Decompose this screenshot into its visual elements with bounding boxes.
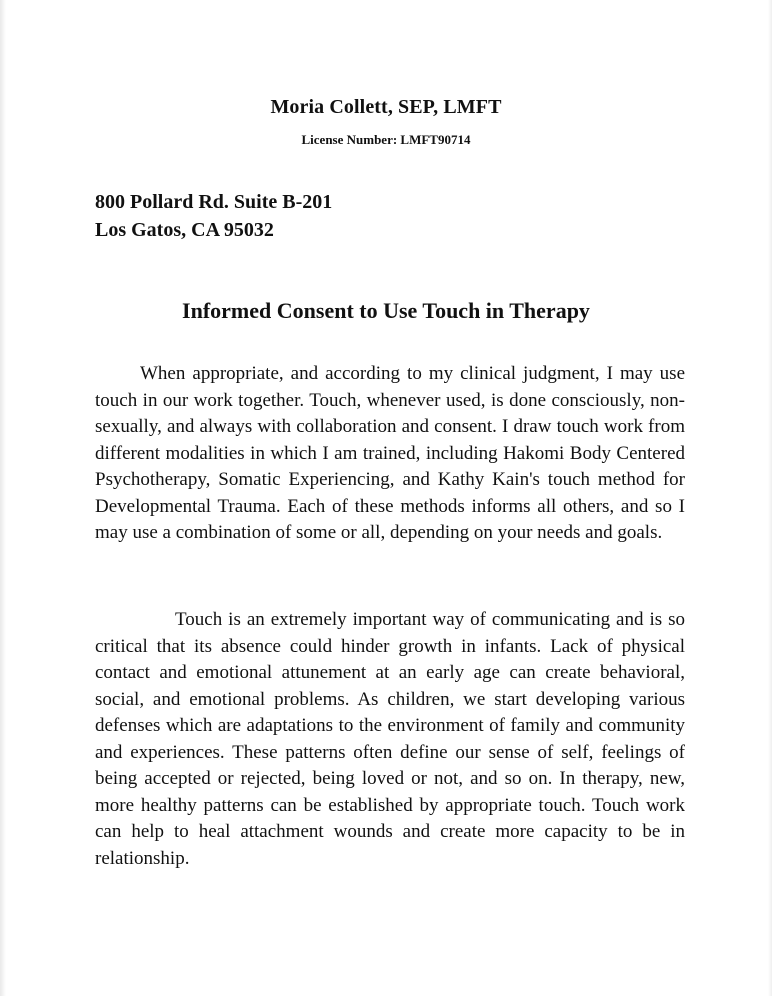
address-line-1: 800 Pollard Rd. Suite B-201 xyxy=(95,191,333,213)
page-edge-shadow-right xyxy=(768,0,772,996)
document-title: Informed Consent to Use Touch in Therapy xyxy=(182,298,590,323)
paragraph-touch-approach: When appropriate, and according to my clinical judgment, I may use touch in our work together. Touch, whenever used, is done consciously, non-sexually, and always with collaboration and consent. I draw touch work from different modalities in which I am trained, including Hakomi Body Centered Psychotherapy, Somatic Experiencing, and Kathy Kain's touch method for Developmental Trauma. Each of these methods informs all others, and so I may use a combination of some or all, depending on your needs and goals. xyxy=(95,363,685,543)
paragraph-touch-importance: Touch is an extremely important way of communicating and is so critical that its absence could hinder growth in infants. Lack of physical contact and emotional attunement at an early age can create behavioral, social, and emotional problems. As children, we start developing various defenses which are adaptations to the environment of family and community and experiences. These patterns often define our sense of self, feelings of being accepted or rejected, being loved or not, and so on. In therapy, new, more healthy patterns can be established by appropriate touch. Touch work can help to heal attachment wounds and create more capacity to be in relationship. xyxy=(95,609,685,869)
therapist-name: Moria Collett, SEP, LMFT xyxy=(270,96,502,118)
page-edge-shadow-left xyxy=(0,0,6,996)
license-number: License Number: LMFT90714 xyxy=(301,132,471,147)
address-line-2: Los Gatos, CA 95032 xyxy=(95,219,274,241)
office-address xyxy=(95,188,332,244)
